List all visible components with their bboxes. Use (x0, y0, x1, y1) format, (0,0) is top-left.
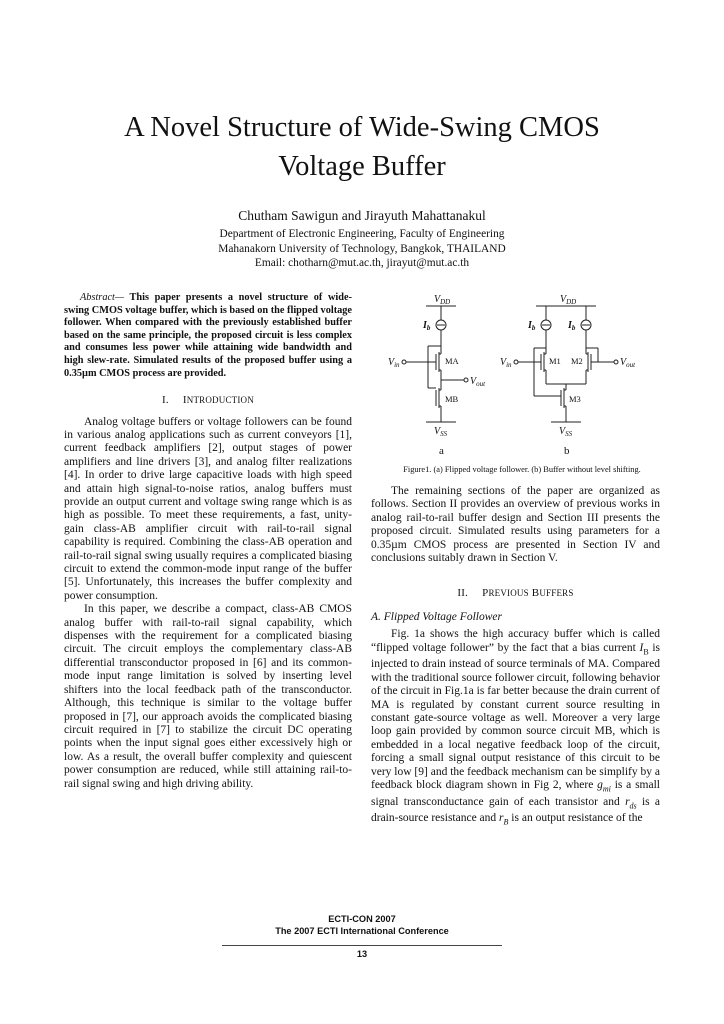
figure-1-circuit (386, 290, 676, 460)
section-heading-introduction (64, 394, 352, 407)
vss-label-a: $V_{SS}$ (434, 426, 448, 438)
section-2-number: II. (457, 587, 469, 600)
authors: Chutham Sawigun and Jirayuth Mahattanakul (238, 208, 486, 223)
subfigure-a-label: a (439, 445, 444, 457)
footer-line-2: The 2007 ECTI International Conference (275, 925, 449, 936)
section-title-rest: NTRODUCTION (186, 395, 254, 406)
transistor-m1-label: M1 (549, 356, 561, 366)
transistor-m3-label: M3 (569, 394, 581, 404)
section-2-rest-b: UFFERS (539, 588, 574, 599)
section-2-initial-b: B (531, 587, 540, 600)
paper-title (0, 108, 724, 186)
figure-1-caption: Figure1. (a) Flipped voltage follower. (b) Buffer without level shifting. (403, 465, 641, 474)
section-number: I. (162, 394, 169, 407)
footer-divider (222, 945, 502, 946)
abstract-lead: Abstract— (80, 292, 125, 303)
abstract (64, 292, 352, 380)
section-2-initial-p: P (482, 587, 489, 600)
transistor-m2-label: M2 (571, 356, 583, 366)
vin-label-b: $V_{in}$ (500, 357, 512, 369)
flipped-follower-paragraph: Fig. 1a shows the high accuracy buffer which is called “flipped voltage follower” by the fact that a bias current $I_B$ is injected to drain instead of source terminals of MA. Compared with the traditional source follower circuit, following behavior of the circuit in Fig.1a is far better because the drain current of MA is regulated by constant current source resulting in constant gate-source voltage as well. Moreover a very large loop gain provided by common source circuit MB, which is embedded in a local negative feedback loop of the circuit, forcing a small signal output resistance of this circuit to be very low [9] and the feedback mechanism can be simplify by a feedback block diagram shown in Fig 2, where $g_{mi}$ is a small signal transconductance gain of each transistor and $r_{ds}$ is a drain-source resistance and $r_B$ is an output resistance of the (371, 628, 661, 827)
intro-paragraph-2: In this paper, we describe a compact, class-AB CMOS analog buffer with rail-to-rail signal capability, which dispenses with the requirement for a complicated biasing circuit. The circuit employs the complementary class-AB differential transconductor proposed in [6] and its common-mode input range limitation is solved by inserting level shifters into the local feedback path of the transconductor. Although, this technique is similar to the voltage buffer proposed in [7], our approach avoids the complicated biasing circuit required in [7] to stabilize the circuit DC operating points when the input signal goes either excessively high or low. As a result, the overall buffer complexity and quiescent power consumption are reduced, while still attaining rail-to-rail signal swing and high driving ability. (64, 603, 352, 790)
affiliation-line-2: Mahanakorn University of Technology, Bangkok, THAILAND (218, 242, 506, 255)
vout-label-a: $V_{out}$ (470, 376, 486, 388)
sections-overview-paragraph: The remaining sections of the paper are organized as follows. Section II provides an overview of previous works in analog rail-to-rail buffer design and Section III presents the proposed circuit. Simulated results using parameters for a 0.35µm CMOS process are presented in Section IV and conclusions suitably drawn in Section V. (371, 485, 660, 565)
vss-label-b: $V_{SS}$ (559, 426, 573, 438)
page-number: 13 (356, 949, 368, 959)
email-line: Email: chotharn@mut.ac.th, jirayut@mut.ac.th (254, 257, 470, 269)
ib-label-b2: $I_b$ (568, 320, 576, 332)
ib-label-b1: $I_b$ (528, 320, 536, 332)
section-heading-previous-buffers (371, 587, 660, 600)
vin-label-a: $V_{in}$ (388, 357, 400, 369)
conference-footer (0, 914, 724, 937)
transistor-ma-label: MA (445, 356, 459, 366)
ib-label-a: $I_b$ (423, 320, 431, 332)
section-title-initial: I (182, 394, 187, 407)
affiliation-line-1: Department of Electronic Engineering, Faculty of Engineering (219, 228, 505, 240)
vdd-label-b: $V_{DD}$ (560, 294, 577, 306)
subfigure-b-label: b (564, 445, 570, 457)
vdd-label-a: $V_{DD}$ (434, 294, 451, 306)
section-2-rest-p: REVIOUS (488, 588, 529, 599)
author-block (0, 207, 724, 271)
subsection-a-heading: A. Flipped Voltage Follower (371, 610, 502, 623)
title-line-1: A Novel Structure of Wide-Swing CMOS (124, 112, 600, 143)
transistor-mb-label: MB (445, 394, 459, 404)
vout-label-b: $V_{out}$ (620, 357, 636, 369)
abstract-text: This paper presents a novel structure of wide-swing CMOS voltage buffer, which is based on the flipped voltage follower. When compared with the previously established buffer based on the same principle, the proposed circuit is less complex and consumes less power while attaining wide bandwidth and high slew-rate. Simulated results of the proposed buffer using a 0.35µm CMOS process are provided. (64, 292, 352, 379)
title-line-2: Voltage Buffer (278, 151, 446, 182)
footer-line-1: ECTI-CON 2007 (328, 914, 396, 924)
intro-paragraph-1: Analog voltage buffers or voltage followers can be found in various analog applications such as current conveyors [1], current feedback amplifiers [2], output stages of power amplifiers and line drivers [3], and analog filter realizations [4]. In order to drive large capacitive loads with high speed and attain high signal-to-noise ratios, analog buffers must provide an output current and voltage swing range which is as high as possible. To meet these requirements, a fast, unity-gain class-AB amplifier circuit with rail-to-rail signal capability is required. Combining the class-AB operation and rail-to-rail signal swing usually requires a complicated biasing circuit to extend the common-mode input range of the buffer [5]. Unfortunately, this increases the buffer complexity and power consumption. (64, 415, 352, 602)
right-column (371, 485, 660, 829)
left-column (64, 292, 352, 791)
